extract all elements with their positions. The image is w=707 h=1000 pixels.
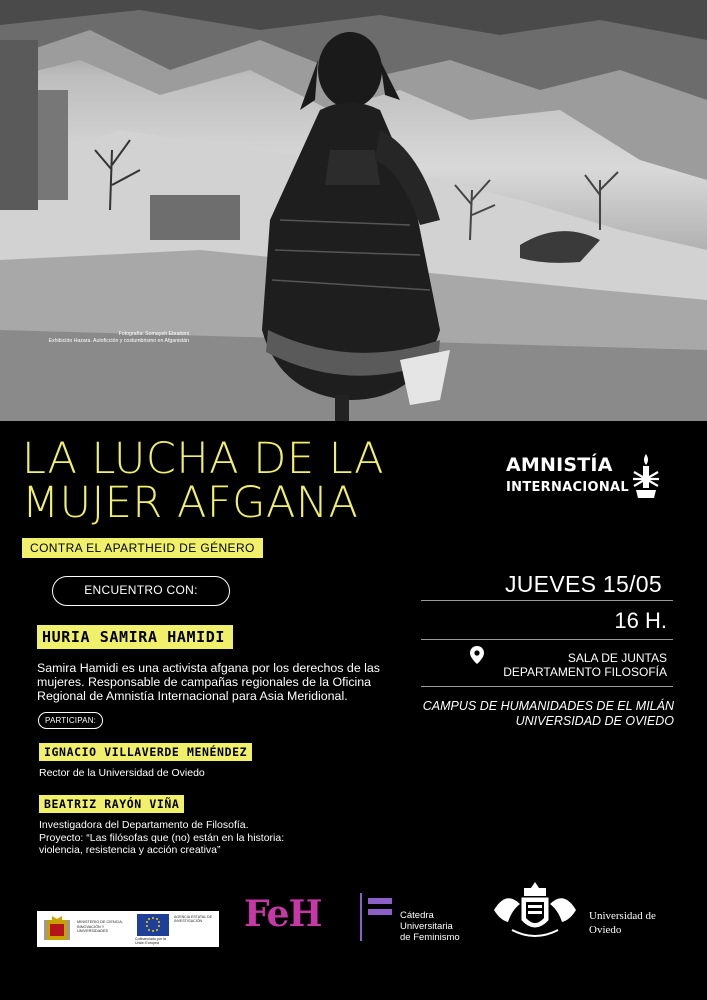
amnesty-logo-line1: AMNISTÍA <box>506 454 613 476</box>
eu-text: Cofinanciado por la Unión Europea <box>135 937 166 946</box>
ministry-eu-aei-logo <box>37 911 219 947</box>
venue-line1: SALA DE JUNTAS <box>567 651 667 665</box>
photo-credit <box>0 331 189 345</box>
uniovi-line1: Universidad de <box>589 910 656 922</box>
participant-2-name: BEATRIZ RAYÓN VIÑA <box>39 795 184 813</box>
participant-2-desc <box>39 819 359 857</box>
spain-coat-of-arms-icon <box>42 914 72 944</box>
catedra-line2: Universitaria <box>400 921 453 932</box>
participant-2-desc-line1: Investigadora del Departamento de Filosofía. <box>39 819 249 831</box>
speaker-name: HURIA SAMIRA HAMIDI <box>37 625 233 649</box>
uniovi-line2: Oviedo <box>589 924 622 936</box>
event-title-line1: LA LUCHA DE LA <box>22 434 385 484</box>
event-time: 16 H. <box>614 608 667 633</box>
venue-line2: DEPARTAMENTO FILOSOFÍA <box>503 665 667 679</box>
university-crest-icon <box>492 880 578 942</box>
event-date: JUEVES 15/05 <box>504 571 662 597</box>
event-title <box>22 434 385 528</box>
event-campus <box>423 699 674 729</box>
participant-1-desc: Rector de la Universidad de Oviedo <box>39 767 205 779</box>
catedra-line3: de Feminismo <box>400 932 460 943</box>
participant-2-desc-line3: violencia, resistencia y acción creativa” <box>39 844 221 856</box>
divider <box>421 686 673 687</box>
aei-text: AGENCIA ESTATAL DE INVESTIGACIÓN <box>174 915 213 924</box>
event-venue <box>503 651 667 679</box>
speaker-bio: Samira Hamidi es una activista afgana por los derechos de las mujeres. Responsable de campañas regionales de la Oficina Regional de Amnistía Internacional para Asia Meridional. <box>37 661 380 703</box>
ministry-text: MINISTERIO DE CIENCIA, INNOVACIÓN Y UNIVERSIDADES <box>77 920 123 934</box>
amnesty-candle-icon <box>630 452 662 502</box>
catedra-logo-text <box>400 910 460 943</box>
snow-landscape-photo <box>0 0 707 421</box>
feh-logo: FeH <box>244 893 322 935</box>
divider <box>421 639 673 640</box>
participants-label: PARTICIPAN: <box>38 712 103 729</box>
campus-line1: CAMPUS DE HUMANIDADES DE EL MILÁN <box>422 699 674 713</box>
location-pin-icon <box>470 646 484 664</box>
participant-1-name: IGNACIO VILLAVERDE MENÉNDEZ <box>39 743 252 761</box>
event-subtitle: CONTRA EL APARTHEID DE GÉNERO <box>22 538 263 558</box>
catedra-line1: Cátedra <box>400 910 434 921</box>
catedra-divider <box>360 893 362 941</box>
encuentro-label: ENCUENTRO CON: <box>52 576 230 606</box>
catedra-equals-icon <box>368 895 392 919</box>
amnesty-international-logo <box>506 452 676 502</box>
photo-credit-line2: Exhibición Hazara. Autoficción y costumbrismo en Afganistán <box>48 338 189 344</box>
event-title-line2: MUJER AFGANA <box>22 478 359 528</box>
uniovi-logo-text <box>589 909 656 937</box>
eu-flag-icon <box>137 914 169 936</box>
amnesty-logo-line2: INTERNACIONAL <box>506 480 629 495</box>
photo-credit-line1: Fotografía: Somayeh Ebrahimi <box>118 331 189 337</box>
participant-2-desc-line2: Proyecto: “Las filósofas que (no) están en la historia: <box>39 831 285 844</box>
divider <box>421 600 673 601</box>
campus-line2: UNIVERSIDAD DE OVIEDO <box>515 714 674 728</box>
hero-photo <box>0 0 707 421</box>
